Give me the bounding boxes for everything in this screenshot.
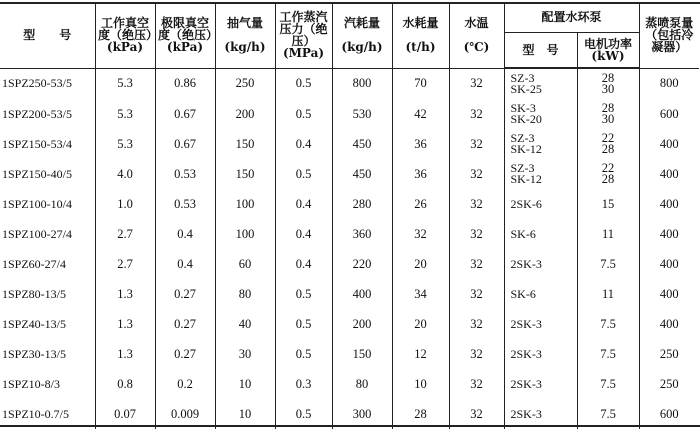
steam-pressure-cell: 0.4 (275, 189, 332, 219)
steam-use-cell: 360 (332, 219, 392, 249)
work-vacuum-cell: 1.3 (95, 339, 155, 369)
work-vacuum-cell: 5.3 (95, 99, 155, 129)
table-row (0, 369, 699, 399)
model-cell: 1SPZ60-27/4 (0, 249, 95, 279)
suction-cell: 80 (215, 279, 275, 309)
table-row (0, 159, 699, 189)
steam-pressure-cell: 0.5 (275, 279, 332, 309)
table-row (0, 219, 699, 249)
steam-use-cell: 150 (332, 339, 392, 369)
suction-label: 抽气量 (226, 15, 263, 30)
suction-cell: 100 (215, 219, 275, 249)
pump-power-cell (577, 249, 639, 279)
pump-power-cell (577, 219, 639, 249)
pump-model-cell-line: SZ-3 (510, 161, 535, 175)
table-row (0, 68, 699, 99)
col-work-vacuum-header: 工作真空度（绝压）(kPa) (95, 2, 155, 68)
table-row (0, 129, 699, 159)
pump-model-cell (504, 309, 577, 339)
col-jet-pump-header: 蒸喷泵量（包括冷凝器） (639, 2, 699, 68)
steam-pressure-cell: 0.4 (275, 129, 332, 159)
work-vacuum-cell: 5.3 (95, 68, 155, 99)
pump-power-cell-line: 11 (601, 286, 615, 301)
limit-vacuum-cell: 0.27 (155, 339, 215, 369)
pump-model-cell-line: SK-25 (510, 82, 542, 96)
col-water-temp-header (449, 2, 504, 68)
water-use-cell: 42 (392, 99, 449, 129)
col-pump-model-header: 型 号 (504, 33, 577, 69)
pump-model-cell (504, 129, 577, 159)
jet-pump-cell: 250 (659, 346, 679, 361)
steam-pressure-cell: 0.5 (275, 309, 332, 339)
water-temp-label: 水温 (464, 15, 489, 30)
work-vacuum-cell: 5.3 (95, 129, 155, 159)
model-cell: 1SPZ150-40/5 (0, 159, 95, 189)
water-use-label: 水耗量 (402, 15, 439, 30)
steam-pressure-cell: 0.5 (275, 159, 332, 189)
water-temp-cell: 32 (449, 189, 504, 219)
water-temp-cell: 32 (449, 369, 504, 399)
model-cell: 1SPZ250-53/5 (0, 68, 95, 99)
steam-use-cell: 530 (332, 99, 392, 129)
water-temp-unit: (℃) (463, 39, 490, 54)
table-row (0, 309, 699, 339)
jet-pump-cell: 600 (659, 106, 679, 121)
pump-power-cell-line: 30 (601, 82, 615, 96)
pump-model-cell-line: SK-6 (510, 286, 536, 301)
jet-pump-cell: 600 (659, 406, 679, 421)
model-cell: 1SPZ100-10/4 (0, 189, 95, 219)
table-row (0, 249, 699, 279)
col-pump-power-header: 电机功率(kW) (577, 33, 639, 69)
limit-vacuum-cell: 0.2 (155, 369, 215, 399)
pump-power-cell (577, 129, 639, 159)
pump-model-cell (504, 68, 577, 99)
limit-vacuum-cell: 0.67 (155, 99, 215, 129)
limit-vacuum-cell: 0.53 (155, 159, 215, 189)
suction-cell: 10 (215, 399, 275, 429)
pump-model-cell-line: 2SK-3 (510, 376, 542, 391)
work-vacuum-cell: 1.3 (95, 309, 155, 339)
pump-model-cell (504, 249, 577, 279)
water-use-cell: 32 (392, 219, 449, 249)
spec-table (0, 2, 699, 429)
work-vacuum-cell: 0.8 (95, 369, 155, 399)
water-temp-cell: 32 (449, 339, 504, 369)
pump-power-cell-line: 7.5 (600, 346, 616, 361)
steam-use-cell: 800 (332, 68, 392, 99)
table-body (0, 68, 699, 429)
pump-model-cell (504, 99, 577, 129)
limit-vacuum-cell: 0.4 (155, 219, 215, 249)
pump-model-cell-line: SK-6 (510, 226, 536, 241)
steam-pressure-cell: 0.5 (275, 399, 332, 429)
water-temp-cell: 32 (449, 249, 504, 279)
steam-pressure-cell: 0.5 (275, 339, 332, 369)
table-row (0, 339, 699, 369)
pump-power-cell-line: 30 (601, 112, 615, 126)
model-cell: 1SPZ100-27/4 (0, 219, 95, 249)
water-use-cell: 10 (392, 369, 449, 399)
pump-model-cell (504, 369, 577, 399)
model-cell: 1SPZ10-0.7/5 (0, 399, 95, 429)
water-temp-cell: 32 (449, 219, 504, 249)
limit-vacuum-cell: 0.67 (155, 129, 215, 159)
water-use-cell: 26 (392, 189, 449, 219)
pump-model-cell-line: 2SK-6 (510, 196, 542, 211)
jet-pump-cell: 400 (659, 196, 679, 211)
jet-pump-cell: 400 (659, 256, 679, 271)
limit-vacuum-cell: 0.4 (155, 249, 215, 279)
col-steam-use-header (332, 2, 392, 68)
work-vacuum-cell: 2.7 (95, 249, 155, 279)
pump-power-cell-line: 7.5 (600, 376, 616, 391)
pump-power-cell (577, 339, 639, 369)
pump-power-cell-line: 28 (601, 142, 615, 156)
pump-model-cell (504, 189, 577, 219)
limit-vacuum-cell: 0.86 (155, 68, 215, 99)
steam-use-unit: (kg/h) (341, 39, 383, 54)
water-use-cell: 28 (392, 399, 449, 429)
work-vacuum-cell: 4.0 (95, 159, 155, 189)
jet-pump-cell: 250 (659, 376, 679, 391)
water-temp-cell: 32 (449, 399, 504, 429)
pump-power-cell (577, 309, 639, 339)
pump-power-cell (577, 369, 639, 399)
steam-use-cell: 80 (332, 369, 392, 399)
model-cell: 1SPZ200-53/5 (0, 99, 95, 129)
model-cell: 1SPZ10-8/3 (0, 369, 95, 399)
pump-power-cell-line: 28 (601, 101, 615, 115)
pump-model-cell (504, 279, 577, 309)
model-cell: 1SPZ40-13/5 (0, 309, 95, 339)
water-use-cell: 20 (392, 309, 449, 339)
water-use-cell: 70 (392, 68, 449, 99)
jet-pump-cell: 400 (659, 316, 679, 331)
model-cell: 1SPZ150-53/4 (0, 129, 95, 159)
water-use-cell: 20 (392, 249, 449, 279)
steam-use-cell: 450 (332, 159, 392, 189)
table-row (0, 99, 699, 129)
col-limit-vacuum-header: 极限真空度（绝压）(kPa) (155, 2, 215, 68)
limit-vacuum-cell: 0.53 (155, 189, 215, 219)
steam-use-label: 汽耗量 (343, 15, 380, 30)
col-steam-pressure-header: 工作蒸汽压力（绝压）(MPa) (275, 2, 332, 68)
pump-model-cell-line: SK-12 (510, 142, 542, 156)
steam-use-cell: 450 (332, 129, 392, 159)
pump-model-cell-line: SZ-3 (510, 131, 535, 145)
pump-model-cell-line: SZ-3 (510, 71, 535, 85)
water-use-unit: (t/h) (405, 39, 436, 54)
pump-power-cell (577, 189, 639, 219)
pump-model-cell-line: 2SK-3 (510, 316, 542, 331)
model-cell: 1SPZ30-13/5 (0, 339, 95, 369)
suction-cell: 250 (215, 68, 275, 99)
water-use-cell: 36 (392, 159, 449, 189)
pump-power-cell-line: 28 (601, 172, 615, 186)
pump-model-cell (504, 219, 577, 249)
pump-power-cell-line: 7.5 (600, 316, 616, 331)
jet-pump-cell: 400 (659, 166, 679, 181)
limit-vacuum-cell: 0.27 (155, 279, 215, 309)
col-water-use-header (392, 2, 449, 68)
col-pump-group-header: 配置水环泵 (504, 2, 639, 33)
pump-power-cell (577, 159, 639, 189)
model-cell: 1SPZ80-13/5 (0, 279, 95, 309)
work-vacuum-cell: 1.0 (95, 189, 155, 219)
jet-pump-cell: 400 (659, 136, 679, 151)
water-temp-cell: 32 (449, 99, 504, 129)
water-temp-cell: 32 (449, 279, 504, 309)
pump-power-cell-line: 7.5 (600, 406, 616, 421)
pump-power-cell-line: 22 (601, 161, 615, 175)
pump-model-cell-line: 2SK-3 (510, 406, 542, 421)
steam-use-cell: 220 (332, 249, 392, 279)
limit-vacuum-cell: 0.009 (155, 399, 215, 429)
pump-model-cell-line: 2SK-3 (510, 346, 542, 361)
table-row (0, 189, 699, 219)
suction-unit: (kg/h) (224, 39, 266, 54)
suction-cell: 150 (215, 129, 275, 159)
pump-power-cell-line: 15 (601, 196, 615, 211)
suction-cell: 200 (215, 99, 275, 129)
suction-cell: 150 (215, 159, 275, 189)
bottom-rule (0, 425, 700, 427)
pump-model-cell-line: SK-3 (510, 101, 536, 115)
steam-pressure-cell: 0.5 (275, 68, 332, 99)
pump-power-cell-line: 7.5 (600, 256, 616, 271)
steam-pressure-cell: 0.4 (275, 219, 332, 249)
jet-pump-cell: 400 (659, 226, 679, 241)
pump-power-cell (577, 68, 639, 99)
water-temp-cell: 32 (449, 129, 504, 159)
steam-use-cell: 280 (332, 189, 392, 219)
water-temp-cell: 32 (449, 68, 504, 99)
steam-use-cell: 300 (332, 399, 392, 429)
table-row (0, 279, 699, 309)
water-temp-cell: 32 (449, 159, 504, 189)
pump-model-cell-line: 2SK-3 (510, 256, 542, 271)
steam-pressure-cell: 0.5 (275, 99, 332, 129)
suction-cell: 60 (215, 249, 275, 279)
steam-pressure-cell: 0.3 (275, 369, 332, 399)
pump-model-cell (504, 159, 577, 189)
suction-cell: 40 (215, 309, 275, 339)
pump-model-cell (504, 339, 577, 369)
work-vacuum-cell: 2.7 (95, 219, 155, 249)
col-suction-header (215, 2, 275, 68)
pump-power-cell-line: 28 (601, 71, 615, 85)
pump-model-cell-line: SK-12 (510, 172, 542, 186)
pump-power-cell-line: 11 (601, 226, 615, 241)
suction-cell: 10 (215, 369, 275, 399)
water-temp-cell: 32 (449, 309, 504, 339)
work-vacuum-cell: 1.3 (95, 279, 155, 309)
jet-pump-cell: 800 (659, 76, 679, 91)
pump-power-cell (577, 99, 639, 129)
col-model-header: 型 号 (0, 2, 95, 68)
pump-power-cell-line: 22 (601, 131, 615, 145)
steam-pressure-cell: 0.4 (275, 249, 332, 279)
water-use-cell: 34 (392, 279, 449, 309)
limit-vacuum-cell: 0.27 (155, 309, 215, 339)
water-use-cell: 36 (392, 129, 449, 159)
pump-power-cell (577, 279, 639, 309)
work-vacuum-cell: 0.07 (95, 399, 155, 429)
jet-pump-cell: 400 (659, 286, 679, 301)
steam-use-cell: 400 (332, 279, 392, 309)
suction-cell: 100 (215, 189, 275, 219)
steam-use-cell: 200 (332, 309, 392, 339)
suction-cell: 30 (215, 339, 275, 369)
pump-model-cell-line: SK-20 (510, 112, 542, 126)
water-use-cell: 12 (392, 339, 449, 369)
